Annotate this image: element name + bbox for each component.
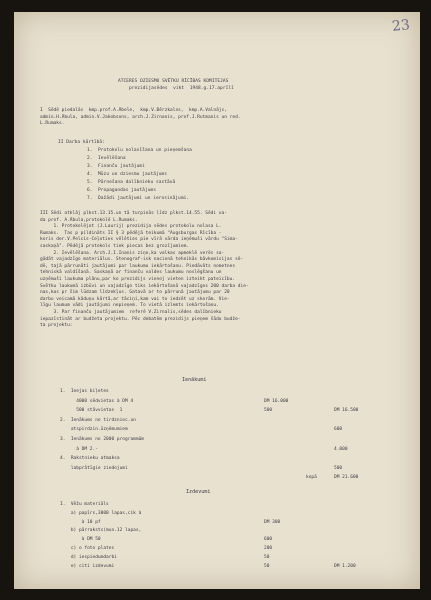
budget-row-label: I. Vēžu materiāls — [60, 502, 109, 507]
budget-row-label: 4. Rakstnieku atmaksa — [60, 456, 120, 462]
budget-row-label: 3. Ienākums no 2000 programmām — [60, 437, 144, 442]
budget-row-label: à DM 2.- — [60, 446, 98, 452]
budget-row — [14, 511, 420, 518]
budget-row — [14, 502, 420, 509]
budget-row-label: 1. Ieejas biļetes — [60, 389, 109, 394]
attendance-paragraph: I Sēdē piedalās kmp.prof.A.Ābele, kmp.V.Bērzkalns, kmp.A.Valnājs, admin.H.Ābula, admin.V.Jakobsons, arch.J.Zirnanis, prof.J.Rutmanis un red. L.Rumaks. — [40, 108, 241, 127]
budget-row — [14, 418, 420, 425]
budget-row-amount: DM 16.000 — [264, 398, 289, 404]
budget-row-total: 500 — [334, 465, 343, 471]
agenda-item: 4. Mūzu un dziesmu jautājums — [87, 172, 168, 177]
budget-row — [14, 520, 420, 527]
income-title: Ienākumi — [182, 377, 207, 383]
budget-row — [14, 408, 420, 415]
budget-row — [14, 456, 420, 463]
budget-row-label: à DM 50 — [60, 537, 101, 543]
budget-row-total: DM 16.500 — [334, 408, 359, 414]
budget-row — [14, 546, 420, 553]
budget-row-label: labprātīgie ziedojumi — [60, 465, 128, 471]
budget-row — [14, 466, 420, 473]
budget-row — [14, 389, 420, 396]
document-title-line1: ATCERES DZIESMU SVĒTKU RĪCĪBAS KOMITEJAS — [118, 79, 229, 84]
budget-row-label: 2. Ienākums no tirdzniec.un — [60, 417, 136, 423]
budget-row-amount: 500 — [264, 408, 273, 414]
agenda-item: 7. Dažādi jautājumi un ierosinājumi. — [87, 196, 190, 201]
budget-row-amount: 50 — [264, 563, 270, 569]
agenda-item: 1. Protokolu nolasīšana un pieņemšana — [87, 148, 192, 153]
budget-row-label: à 10 pf — [60, 519, 101, 525]
agenda-item: 2. Ievēlēšana — [87, 156, 126, 161]
section3-paragraph: III Sēdi atklāj plkst.13.15.un tā turpinās līdz plkst.14.55. Sēdi va- da prof. A.Ābula,protokolē L.Rumaks. 1. Protokolējot (J.Laurij) prezidija sēdes protokolu nolasa L. Rumaks. Tas p pildināts II § 3 pēdējā teikumā "Augsburgas Rīcība - koris der.V.Pelcis-Ceļoties vēlēties pie vīrā vārda ieņēmuši vārdu "Sima- saskaņā". Pēdējā protokols tiek piecas bez grozījumiem. 2. Ievēlēšana. Arch.J.I.Inanis ziņo,ka valkas apmeklē verēs sa- gādāt vajadzīgo materiālus. Stenograf-isk nacionā tehnikās bāvkomisijas sē- dē, tajā pārrunāti jautājumi par laukumu iekārtošanu. Piedāvāts nometnes tehniskā valdīšanā. Saskaņā ar finanču valdes laukumu noslēgšanu un uzņēmuši laukuma plānu,par ko prezidijs vienoj vieten izteikt pateicību. Svētku laukumā izbūvi un vajadzīgo tiks iekārtošanā vajadzīgos 200 darba die- nas,kas pr šim lūdzam līdzekļus. Gatavā ar to pārrunā jautājumu par 20 darbu veicamā kāduņu kārtā,ar tāciņi,kam vai to iedzēt uz skorām. Vie- līgu laumum vādi jautājumi nepieņem. To vietā izlemts iekārtošanu. 3. Par finanču jautājumiem referē V.Zirnalis,sēdes dalībnieku iepazīstināt ar budžeta projektu. Pēc debatēm prezidijs pieņem šādu budže- ta projektu: — [40, 211, 249, 329]
income-sum-prefix: kopā — [306, 475, 317, 481]
budget-row — [14, 555, 420, 562]
budget-row — [14, 537, 420, 544]
expense-title: Izdevumi — [186, 489, 211, 495]
budget-row-label: 4000 sēdvietas à DM 4 — [60, 398, 134, 404]
budget-row — [14, 437, 420, 444]
budget-row-label: c) o foto plates — [60, 546, 115, 551]
budget-row-label: atspirdzin.ūzņēmumiem — [60, 427, 128, 433]
budget-row-amount: DM 300 — [264, 519, 281, 525]
budget-row-label: a) papīrs,3000 lapas,cik à — [60, 510, 142, 516]
budget-row-label: b) pārraksts(mun.12 lapas, — [60, 528, 142, 534]
budget-row-label: e) citi izdevumi — [60, 563, 115, 569]
document-title-line2: prezidijasēdes vikt 1948.g.17.aprīlī — [129, 86, 234, 91]
page-number: 23 — [391, 17, 411, 35]
budget-row-label: d) iespiedumdarbi — [60, 554, 117, 560]
budget-row-label: 500 stāvvietas 1 — [60, 408, 123, 414]
document-page — [14, 12, 420, 589]
budget-row-total: DM 21.600 — [334, 475, 359, 481]
agenda-item: 3. Finanču jautājumi — [87, 164, 145, 169]
budget-row-amount: 50 — [264, 554, 270, 560]
budget-row — [14, 399, 420, 406]
budget-row — [14, 528, 420, 535]
budget-row — [14, 447, 420, 454]
agenda-item: 5. Pārnešana dalībnieku sastāvā — [87, 180, 176, 185]
budget-row-total: 600 — [334, 427, 343, 433]
agenda-item: 6. Propagandas jautājums — [87, 188, 156, 193]
budget-row-total: DM 1.200 — [334, 563, 356, 569]
budget-row — [14, 475, 420, 482]
budget-row — [14, 564, 420, 571]
budget-row-total: 4.000 — [334, 446, 348, 452]
budget-row-amount: 600 — [264, 537, 273, 543]
budget-row-amount: 200 — [264, 546, 273, 551]
agenda-title: II Darba kārtībā: — [58, 140, 105, 145]
budget-row — [14, 427, 420, 434]
